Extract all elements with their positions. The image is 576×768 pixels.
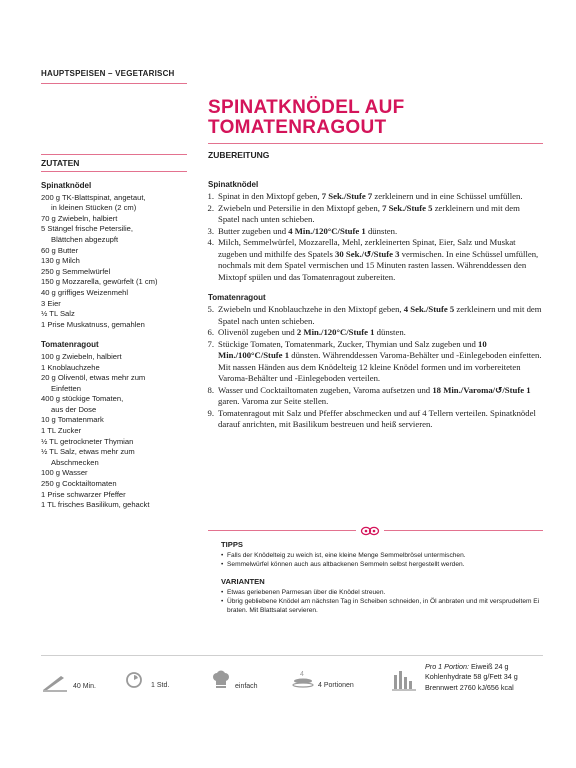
tip-item-text: Semmelwürfel können auch aus altbackenen Semmeln selbst hergestellt werden. [227, 561, 465, 568]
nutrition-info [425, 662, 518, 693]
ingredient-item [41, 437, 196, 448]
ingredient-item [41, 277, 196, 288]
ingredient-group-title: Tomatenragout [41, 340, 99, 350]
step-text: Tomatenragout mit Salz und Pfeffer abschmecken und auf 4 Tellern verteilen. Spinatknödel darauf anrichten, mit Basilikum bestreuen und heiß servieren. [218, 407, 536, 429]
step-number: 3. [207, 225, 214, 236]
variants-title: VARIANTEN [221, 577, 265, 586]
ingredient-text: 1 TL Zucker [41, 426, 82, 436]
step-text: Butter zugeben und 4 Min./120°C/Stufe 1 dünsten. [218, 225, 398, 236]
ingredient-text: ½ TL Salz, etwas mehr zum [41, 447, 135, 457]
ingredient-item [41, 490, 196, 501]
ingredient-text: ½ TL getrockneter Thymian [41, 436, 134, 446]
chef-hat-icon [211, 670, 231, 690]
tip-item [221, 551, 543, 560]
ingredient-item [41, 394, 196, 415]
nutrition-line-3: Brennwert 2760 kJ/656 kcal [425, 682, 514, 692]
tips-list [221, 551, 543, 569]
step-item [208, 203, 543, 226]
step-item [208, 237, 543, 283]
ingredient-text: 100 g Wasser [41, 468, 88, 478]
prep-time-value: 40 Min. [73, 682, 96, 690]
knife-icon [41, 672, 69, 692]
recipe-title-line-1: SPINATKNÖDEL AUF [208, 97, 405, 118]
step-text: Olivenöl zugeben und 2 Min./120°C/Stufe 1 dünsten. [218, 327, 406, 337]
ingredient-item [41, 193, 196, 214]
section-gap [208, 283, 543, 293]
step-number: 8. [207, 384, 214, 395]
svg-text:4: 4 [300, 671, 304, 678]
bullet-icon: • [221, 589, 224, 596]
variant-item [221, 597, 543, 615]
tips-icon [360, 526, 380, 536]
step-item [208, 339, 543, 385]
ingredient-text: 250 g Cocktailtomaten [41, 479, 117, 489]
ingredient-text: 20 g Olivenöl, etwas mehr zum [41, 373, 146, 383]
nutrition-line-2: Kohlenhydrate 58 g/Fett 34 g [425, 672, 518, 682]
prep-time [41, 672, 96, 692]
step-item [208, 385, 543, 408]
step-number: 1. [207, 191, 214, 201]
total-time-value: 1 Std. [151, 681, 170, 689]
ingredient-text: 60 g Butter [41, 245, 79, 255]
ingredient-text: 1 TL frisches Basilikum, gehackt [41, 500, 150, 510]
ingredient-group-title: Spinatknödel [41, 181, 92, 190]
ingredient-text: 70 g Zwiebeln, halbiert [41, 213, 118, 223]
total-time [125, 671, 169, 689]
ingredient-item [41, 415, 196, 426]
portions [292, 669, 354, 689]
tips-block [221, 540, 543, 615]
ingredient-item [41, 214, 196, 225]
ingredient-text: 3 Eier [41, 298, 61, 308]
preparation-heading: ZUBEREITUNG [208, 150, 270, 160]
ingredient-item [41, 447, 196, 468]
tip-item [221, 560, 543, 569]
tips-title: TIPPS [221, 540, 243, 549]
ingredient-item [41, 320, 196, 331]
portions-value: 4 Portionen [318, 682, 354, 689]
step-text: Zwiebeln und Petersilie in den Mixtopf geben, 7 Sek./Stufe 5 zerkleinern und mit dem Spatel nach unten schieben. [218, 202, 520, 224]
step-item [208, 226, 543, 238]
step-item [208, 327, 543, 339]
difficulty-value: einfach [235, 682, 258, 690]
clock-icon [125, 671, 143, 689]
preparation-section-title: Tomatenragout [208, 293, 266, 302]
ingredients-list [41, 181, 196, 511]
ingredient-text: 150 g Mozzarella, gewürfelt (1 cm) [41, 277, 158, 287]
variants-list [221, 588, 543, 615]
step-list [208, 304, 543, 431]
preparation-rule [208, 143, 543, 144]
ingredient-item [41, 500, 196, 511]
step-item [208, 408, 543, 431]
step-number: 7. [207, 338, 214, 349]
step-number: 6. [207, 327, 214, 337]
footer-rule [41, 655, 543, 656]
ingredient-text: 40 g griffiges Weizenmehl [41, 287, 129, 297]
step-number: 4. [207, 237, 214, 247]
ingredient-text: 100 g Zwiebeln, halbiert [41, 351, 122, 361]
step-text: Wasser und Cocktailtomaten zugeben, Varoma aufsetzen und 18 Min./Varoma/↺/Stufe 1 garen. Varoma zur Seite stellen. [218, 384, 531, 406]
ingredients-heading: ZUTATEN [41, 158, 80, 168]
ingredient-item [41, 288, 196, 299]
ingredient-item [41, 426, 196, 437]
ingredient-item [41, 479, 196, 490]
ingredient-group-gap [41, 330, 196, 340]
nutrition-per: Pro 1 Portion: [425, 662, 469, 671]
ingredient-item [41, 363, 196, 374]
ingredient-item [41, 267, 196, 278]
ingredient-text-continued: aus der Dose [51, 404, 97, 414]
bullet-icon: • [221, 561, 224, 568]
step-number: 2. [207, 202, 214, 213]
bullet-icon: • [221, 598, 224, 605]
ingredient-text: 250 g Semmelwürfel [41, 266, 111, 276]
ingredient-item [41, 468, 196, 479]
ingredient-item [41, 256, 196, 267]
category-label: HAUPTSPEISEN – VEGETARISCH [41, 69, 175, 78]
preparation-steps [208, 180, 543, 431]
tips-rule-left [208, 530, 356, 531]
variant-item-text: Etwas geriebenen Parmesan über die Knödel streuen. [227, 589, 386, 596]
recipe-title [208, 98, 548, 138]
nutrition-line-1: Eiweiß 24 g [470, 662, 509, 671]
difficulty [211, 670, 258, 690]
ingredient-text: 130 g Milch [41, 256, 80, 266]
nutrition-icon [392, 667, 416, 691]
ingredient-text: 5 Stängel frische Petersilie, [41, 224, 134, 234]
header-rule [41, 83, 187, 84]
ingredient-text: 1 Knoblauchzehe [41, 362, 100, 372]
step-text: Spinat in den Mixtopf geben, 7 Sek./Stufe 7 zerkleinern und in eine Schüssel umfüllen. [218, 191, 523, 201]
ingredient-text: 400 g stückige Tomaten, [41, 394, 124, 404]
preparation-section-title: Spinatknödel [208, 180, 259, 189]
ingredient-item [41, 224, 196, 245]
bullet-icon: • [221, 552, 224, 559]
ingredient-text: 10 g Tomatenmark [41, 415, 104, 425]
portions-icon [292, 669, 314, 689]
ingredient-text: 1 Prise schwarzer Pfeffer [41, 489, 126, 499]
ingredient-item [41, 246, 196, 257]
ingredient-item [41, 309, 196, 320]
ingredient-text-continued: Einfetten [51, 383, 81, 393]
variant-item [221, 588, 543, 597]
step-item [208, 304, 543, 327]
ingredient-text: ½ TL Salz [41, 309, 75, 319]
ingredients-rule-top [41, 154, 187, 155]
ingredient-text-continued: Abschmecken [51, 457, 99, 467]
ingredient-text: 1 Prise Muskatnuss, gemahlen [41, 319, 145, 329]
step-text: Milch, Semmelwürfel, Mozzarella, Mehl, zerkleinerten Spinat, Eier, Salz und Muskat zugeben und mithilfe des Spatels 30 Sek./↺/Stufe 3 vermischen. In eine Schüssel umfüllen, nochmals mit dem Spatel vermischen und 15 Minuten rasten lassen. Währenddessen den Mixtopf spülen und das Tomatenragout zubereiten. [218, 237, 539, 282]
step-text: Stückige Tomaten, Tomatenmark, Zucker, Thymian und Salz zugeben und 10 Min./100°C/Stufe 1 dünsten. Währenddessen Varoma-Behälter und -Einlegeboden einfetten. Mit nassen Händen aus dem Knödelteig 12 kleine Knödel formen und im vorbereiteten Varoma-Behälter und -Einlegeboden verteilen. [218, 338, 542, 383]
ingredient-item [41, 373, 196, 394]
step-list [208, 191, 543, 283]
ingredient-item [41, 299, 196, 310]
ingredient-text-continued: Blättchen abgezupft [51, 234, 119, 244]
variant-item-text: Übrig gebliebene Knödel am nächsten Tag in Scheiben schneiden, in Öl anbraten und mit versprudeltem Ei braten. Mit Blattsalat servieren. [227, 598, 540, 614]
recipe-title-line-2: TOMATENRAGOUT [208, 117, 387, 138]
ingredient-text: 200 g TK-Blattspinat, angetaut, [41, 192, 146, 202]
step-text: Zwiebeln und Knoblauchzehe in den Mixtopf geben, 4 Sek./Stufe 5 zerkleinern und mit dem Spatel nach unten schieben. [218, 304, 542, 326]
step-number: 5. [207, 304, 214, 314]
ingredient-text-continued: in kleinen Stücken (2 cm) [51, 203, 137, 213]
tips-rule-right [384, 530, 543, 531]
step-item [208, 191, 543, 203]
tip-item-text: Falls der Knödelteig zu weich ist, eine kleine Menge Semmelbrösel untermischen. [227, 552, 466, 559]
ingredient-item [41, 352, 196, 363]
step-number: 9. [207, 407, 214, 418]
ingredients-rule-bottom [41, 171, 187, 172]
